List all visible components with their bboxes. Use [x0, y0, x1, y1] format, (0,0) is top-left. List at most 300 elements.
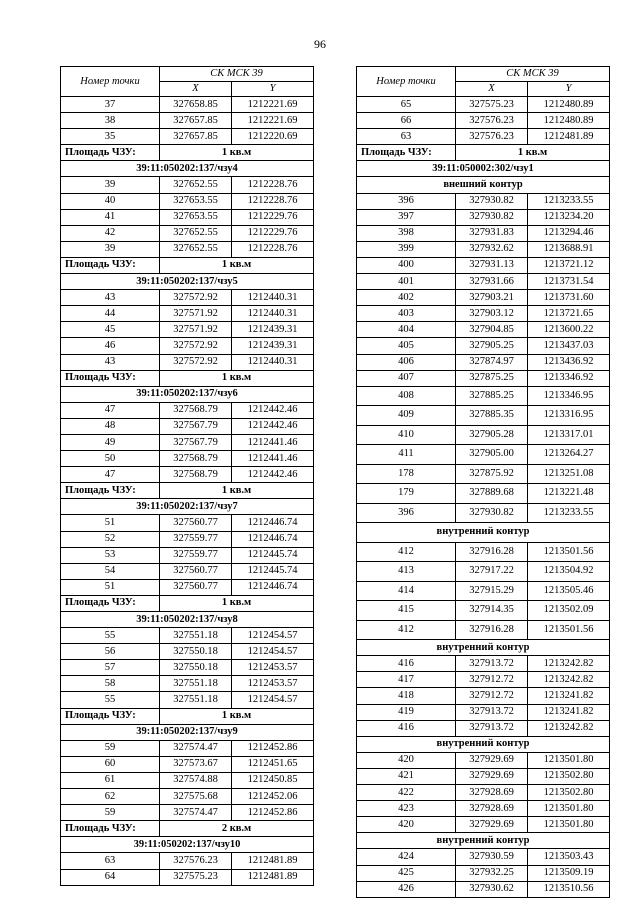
coord-x: 327551.18 [160, 676, 232, 692]
coord-x: 327657.85 [160, 129, 232, 145]
point-number: 39 [61, 241, 160, 257]
coord-y: 1213731.60 [528, 290, 610, 306]
point-number: 51 [61, 515, 160, 531]
coord-x: 327550.18 [160, 644, 232, 660]
coord-x: 327575.23 [160, 869, 232, 885]
coord-y: 1213501.80 [528, 752, 610, 768]
coord-x: 327904.85 [456, 322, 528, 338]
table-row [61, 789, 314, 805]
coord-x: 327913.72 [456, 704, 528, 720]
coord-y: 1212221.69 [232, 113, 314, 129]
coord-y: 1212454.57 [232, 692, 314, 708]
coord-y: 1212220.69 [232, 129, 314, 145]
coord-x: 327928.69 [456, 801, 528, 817]
area-value: 1 кв.м [160, 595, 314, 611]
coord-x: 327885.25 [456, 386, 528, 406]
section-title: 39:11:050202:137/чзу8 [61, 612, 314, 628]
table-row [61, 740, 314, 756]
coord-y: 1212440.31 [232, 306, 314, 322]
table-row [357, 542, 610, 562]
table-row [357, 445, 610, 465]
coord-x: 327657.85 [160, 113, 232, 129]
area-value: 1 кв.м [160, 708, 314, 724]
table-row [61, 241, 314, 257]
coord-x: 327568.79 [160, 451, 232, 467]
point-number: 47 [61, 467, 160, 483]
coord-y: 1213600.22 [528, 322, 610, 338]
table-row [61, 579, 314, 595]
coord-x: 327929.69 [456, 752, 528, 768]
table-row [357, 865, 610, 881]
coord-y: 1212451.65 [232, 756, 314, 772]
coord-x: 327929.69 [456, 817, 528, 833]
coord-x: 327572.92 [160, 354, 232, 370]
coord-y: 1212481.89 [232, 869, 314, 885]
coord-y: 1212446.74 [232, 515, 314, 531]
point-number: 53 [61, 547, 160, 563]
coordinates-table-left [60, 66, 314, 886]
point-number: 415 [357, 601, 456, 621]
coord-y: 1213501.80 [528, 817, 610, 833]
coord-x: 327560.77 [160, 579, 232, 595]
table-row [61, 225, 314, 241]
coord-y: 1213501.56 [528, 620, 610, 640]
area-value: 1 кв.м [160, 483, 314, 499]
point-number: 409 [357, 406, 456, 426]
table-row [61, 756, 314, 772]
point-number: 56 [61, 644, 160, 660]
coord-x: 327653.55 [160, 209, 232, 225]
table-row [61, 209, 314, 225]
coord-x: 327574.88 [160, 772, 232, 788]
header-x: X [456, 82, 528, 97]
point-number: 403 [357, 306, 456, 322]
table-row [357, 370, 610, 386]
coord-x: 327930.82 [456, 193, 528, 209]
table-row [61, 129, 314, 145]
coord-x: 327575.23 [456, 97, 528, 113]
coord-y: 1212453.57 [232, 676, 314, 692]
coord-y: 1212446.74 [232, 531, 314, 547]
coord-x: 327875.92 [456, 464, 528, 484]
coord-x: 327573.67 [160, 756, 232, 772]
area-label: Площадь ЧЗУ: [61, 708, 160, 724]
header-point-number: Номер точки [357, 67, 456, 97]
table-row [61, 644, 314, 660]
area-value: 1 кв.м [456, 145, 610, 161]
point-number: 52 [61, 531, 160, 547]
coord-x: 327913.72 [456, 720, 528, 736]
section-title-row [357, 177, 610, 193]
table-row [357, 225, 610, 241]
coord-y: 1212454.57 [232, 644, 314, 660]
section-title: 39:11:050202:137/чзу4 [61, 161, 314, 177]
coord-x: 327905.00 [456, 445, 528, 465]
point-number: 66 [357, 113, 456, 129]
coord-x: 327931.83 [456, 225, 528, 241]
table-row [357, 354, 610, 370]
header-coordinate-system: СК МСК 39 [456, 67, 610, 82]
coord-x: 327932.62 [456, 241, 528, 257]
coord-x: 327652.55 [160, 241, 232, 257]
coord-y: 1212480.89 [528, 97, 610, 113]
table-row [357, 241, 610, 257]
table-row [61, 451, 314, 467]
point-number: 405 [357, 338, 456, 354]
point-number: 57 [61, 660, 160, 676]
table-row [357, 581, 610, 601]
area-row [61, 595, 314, 611]
coord-y: 1212441.46 [232, 434, 314, 450]
point-number: 400 [357, 257, 456, 273]
table-row [357, 113, 610, 129]
section-title-row [61, 612, 314, 628]
table-row [357, 849, 610, 865]
coord-y: 1212439.31 [232, 322, 314, 338]
coord-x: 327903.12 [456, 306, 528, 322]
coord-y: 1213437.03 [528, 338, 610, 354]
area-row [61, 370, 314, 386]
coord-x: 327930.62 [456, 881, 528, 897]
coord-y: 1213436.92 [528, 354, 610, 370]
coord-x: 327931.66 [456, 274, 528, 290]
table-row [61, 290, 314, 306]
coord-x: 327550.18 [160, 660, 232, 676]
coord-x: 327653.55 [160, 193, 232, 209]
point-number: 421 [357, 768, 456, 784]
table-row [357, 688, 610, 704]
point-number: 48 [61, 418, 160, 434]
point-number: 404 [357, 322, 456, 338]
table-row [357, 484, 610, 504]
coord-x: 327928.69 [456, 785, 528, 801]
point-number: 426 [357, 881, 456, 897]
coord-y: 1212228.76 [232, 177, 314, 193]
point-number: 63 [357, 129, 456, 145]
point-number: 39 [61, 177, 160, 193]
table-row [61, 676, 314, 692]
table-row [357, 656, 610, 672]
area-label: Площадь ЧЗУ: [61, 257, 160, 273]
coord-x: 327576.23 [456, 113, 528, 129]
coord-y: 1213233.55 [528, 193, 610, 209]
area-label: Площадь ЧЗУ: [61, 370, 160, 386]
point-number: 425 [357, 865, 456, 881]
coord-x: 327559.77 [160, 547, 232, 563]
coord-x: 327560.77 [160, 515, 232, 531]
coord-y: 1213688.91 [528, 241, 610, 257]
coord-y: 1213504.92 [528, 562, 610, 582]
point-number: 61 [61, 772, 160, 788]
section-title: внутренний контур [357, 736, 610, 752]
header-point-number: Номер точки [61, 67, 160, 97]
coord-x: 327914.35 [456, 601, 528, 621]
coord-y: 1212453.57 [232, 660, 314, 676]
coord-y: 1212439.31 [232, 338, 314, 354]
point-number: 412 [357, 542, 456, 562]
coord-y: 1213509.19 [528, 865, 610, 881]
coord-x: 327567.79 [160, 434, 232, 450]
table-row [357, 881, 610, 897]
section-title: внутренний контур [357, 833, 610, 849]
point-number: 59 [61, 740, 160, 756]
coord-y: 1213242.82 [528, 720, 610, 736]
point-number: 424 [357, 849, 456, 865]
coord-x: 327913.72 [456, 656, 528, 672]
point-number: 420 [357, 752, 456, 768]
coord-x: 327874.97 [456, 354, 528, 370]
area-row [61, 145, 314, 161]
coord-y: 1212440.31 [232, 354, 314, 370]
area-value: 1 кв.м [160, 370, 314, 386]
point-number: 42 [61, 225, 160, 241]
coord-y: 1212452.06 [232, 789, 314, 805]
point-number: 64 [61, 869, 160, 885]
point-number: 51 [61, 579, 160, 595]
point-number: 65 [357, 97, 456, 113]
coord-x: 327912.72 [456, 688, 528, 704]
point-number: 416 [357, 656, 456, 672]
point-number: 423 [357, 801, 456, 817]
table-row [357, 290, 610, 306]
table-row [61, 402, 314, 418]
coord-y: 1213242.82 [528, 672, 610, 688]
table-row [61, 418, 314, 434]
coord-y: 1212481.89 [232, 853, 314, 869]
coord-y: 1212229.76 [232, 225, 314, 241]
header-x: X [160, 82, 232, 97]
coord-x: 327571.92 [160, 322, 232, 338]
point-number: 411 [357, 445, 456, 465]
coord-x: 327930.82 [456, 209, 528, 225]
point-number: 414 [357, 581, 456, 601]
point-number: 60 [61, 756, 160, 772]
area-label: Площадь ЧЗУ: [61, 821, 160, 837]
point-number: 47 [61, 402, 160, 418]
point-number: 396 [357, 193, 456, 209]
table-row [357, 406, 610, 426]
coord-y: 1212481.89 [528, 129, 610, 145]
table-row [61, 354, 314, 370]
page-number: 96 [314, 37, 326, 51]
section-title-row [61, 724, 314, 740]
section-title: 39:11:050202:137/чзу9 [61, 724, 314, 740]
coord-x: 327572.92 [160, 290, 232, 306]
section-title-row [61, 161, 314, 177]
coord-x: 327930.59 [456, 849, 528, 865]
point-number: 406 [357, 354, 456, 370]
point-number: 407 [357, 370, 456, 386]
section-title: внешний контур [357, 177, 610, 193]
table-row [357, 601, 610, 621]
point-number: 40 [61, 193, 160, 209]
point-number: 59 [61, 805, 160, 821]
point-number: 54 [61, 563, 160, 579]
point-number: 402 [357, 290, 456, 306]
header-y: Y [528, 82, 610, 97]
coord-y: 1213721.65 [528, 306, 610, 322]
table-row [61, 113, 314, 129]
coord-x: 327576.23 [456, 129, 528, 145]
coord-x: 327912.72 [456, 672, 528, 688]
table-row [357, 768, 610, 784]
point-number: 413 [357, 562, 456, 582]
point-number: 410 [357, 425, 456, 445]
coord-x: 327930.82 [456, 503, 528, 523]
section-title: 39:11:050202:137/чзу7 [61, 499, 314, 515]
table-row [357, 464, 610, 484]
point-number: 49 [61, 434, 160, 450]
coordinates-table-right [356, 66, 610, 898]
coord-y: 1213505.46 [528, 581, 610, 601]
coord-y: 1213501.80 [528, 801, 610, 817]
coord-y: 1213721.12 [528, 257, 610, 273]
area-row [61, 257, 314, 273]
point-number: 398 [357, 225, 456, 241]
coord-y: 1213510.56 [528, 881, 610, 897]
coord-y: 1212452.86 [232, 740, 314, 756]
area-row [61, 708, 314, 724]
coord-y: 1213241.82 [528, 688, 610, 704]
coord-y: 1213731.54 [528, 274, 610, 290]
section-title-row [61, 837, 314, 853]
table-row [357, 425, 610, 445]
table-row [61, 434, 314, 450]
area-row [357, 145, 610, 161]
coord-x: 327551.18 [160, 628, 232, 644]
area-label: Площадь ЧЗУ: [61, 595, 160, 611]
coord-x: 327932.25 [456, 865, 528, 881]
coord-y: 1212454.57 [232, 628, 314, 644]
section-title-row [357, 640, 610, 656]
table-row [357, 562, 610, 582]
section-title: 39:11:050202:137/чзу10 [61, 837, 314, 853]
section-title: внутренний контур [357, 523, 610, 543]
coord-y: 1212229.76 [232, 209, 314, 225]
table-row [357, 672, 610, 688]
point-number: 55 [61, 628, 160, 644]
coord-x: 327885.35 [456, 406, 528, 426]
coord-y: 1212450.85 [232, 772, 314, 788]
point-number: 44 [61, 306, 160, 322]
coord-y: 1213264.27 [528, 445, 610, 465]
table-row [61, 306, 314, 322]
area-row [61, 821, 314, 837]
header-y: Y [232, 82, 314, 97]
coord-y: 1212445.74 [232, 563, 314, 579]
section-title-row [357, 523, 610, 543]
section-title-row [357, 833, 610, 849]
point-number: 401 [357, 274, 456, 290]
coord-x: 327574.47 [160, 740, 232, 756]
point-number: 412 [357, 620, 456, 640]
table-row [61, 853, 314, 869]
coord-x: 327931.13 [456, 257, 528, 273]
coord-x: 327575.68 [160, 789, 232, 805]
coord-x: 327652.55 [160, 177, 232, 193]
point-number: 37 [61, 97, 160, 113]
section-title-row [61, 386, 314, 402]
table-row [357, 129, 610, 145]
table-row [357, 704, 610, 720]
coord-y: 1213317.01 [528, 425, 610, 445]
point-number: 38 [61, 113, 160, 129]
coord-x: 327916.28 [456, 542, 528, 562]
coord-y: 1212440.31 [232, 290, 314, 306]
table-row [357, 274, 610, 290]
table-row [61, 177, 314, 193]
coord-y: 1212228.76 [232, 241, 314, 257]
coord-x: 327568.79 [160, 402, 232, 418]
point-number: 420 [357, 817, 456, 833]
coord-y: 1213502.80 [528, 768, 610, 784]
point-number: 396 [357, 503, 456, 523]
point-number: 419 [357, 704, 456, 720]
coord-y: 1212442.46 [232, 467, 314, 483]
table-row [61, 531, 314, 547]
table-row [357, 209, 610, 225]
coord-x: 327574.47 [160, 805, 232, 821]
coord-x: 327875.25 [456, 370, 528, 386]
table-row [61, 805, 314, 821]
coord-y: 1212441.46 [232, 451, 314, 467]
table-row [61, 869, 314, 885]
coord-x: 327905.28 [456, 425, 528, 445]
table-row [61, 467, 314, 483]
coord-y: 1212221.69 [232, 97, 314, 113]
table-row [357, 193, 610, 209]
area-value: 1 кв.м [160, 257, 314, 273]
table-row [357, 720, 610, 736]
table-row [357, 386, 610, 406]
coord-x: 327551.18 [160, 692, 232, 708]
coord-x: 327560.77 [160, 563, 232, 579]
coord-x: 327658.85 [160, 97, 232, 113]
section-title-row [61, 274, 314, 290]
coord-y: 1213501.56 [528, 542, 610, 562]
coord-y: 1213503.43 [528, 849, 610, 865]
table-row [61, 97, 314, 113]
coord-y: 1213294.46 [528, 225, 610, 241]
table-row [357, 338, 610, 354]
coord-y: 1213251.08 [528, 464, 610, 484]
coord-x: 327889.68 [456, 484, 528, 504]
coord-x: 327915.29 [456, 581, 528, 601]
coord-x: 327572.92 [160, 338, 232, 354]
point-number: 62 [61, 789, 160, 805]
table-row [61, 322, 314, 338]
coord-y: 1213346.95 [528, 386, 610, 406]
point-number: 43 [61, 290, 160, 306]
section-title-row [357, 736, 610, 752]
coord-x: 327568.79 [160, 467, 232, 483]
point-number: 417 [357, 672, 456, 688]
coord-x: 327652.55 [160, 225, 232, 241]
point-number: 55 [61, 692, 160, 708]
point-number: 41 [61, 209, 160, 225]
coord-y: 1213241.82 [528, 704, 610, 720]
table-body-left [61, 97, 314, 886]
table-row [357, 306, 610, 322]
section-title-row [357, 161, 610, 177]
coord-y: 1213502.80 [528, 785, 610, 801]
point-number: 50 [61, 451, 160, 467]
point-number: 35 [61, 129, 160, 145]
table-row [357, 503, 610, 523]
table-row [61, 515, 314, 531]
point-number: 418 [357, 688, 456, 704]
coord-x: 327559.77 [160, 531, 232, 547]
